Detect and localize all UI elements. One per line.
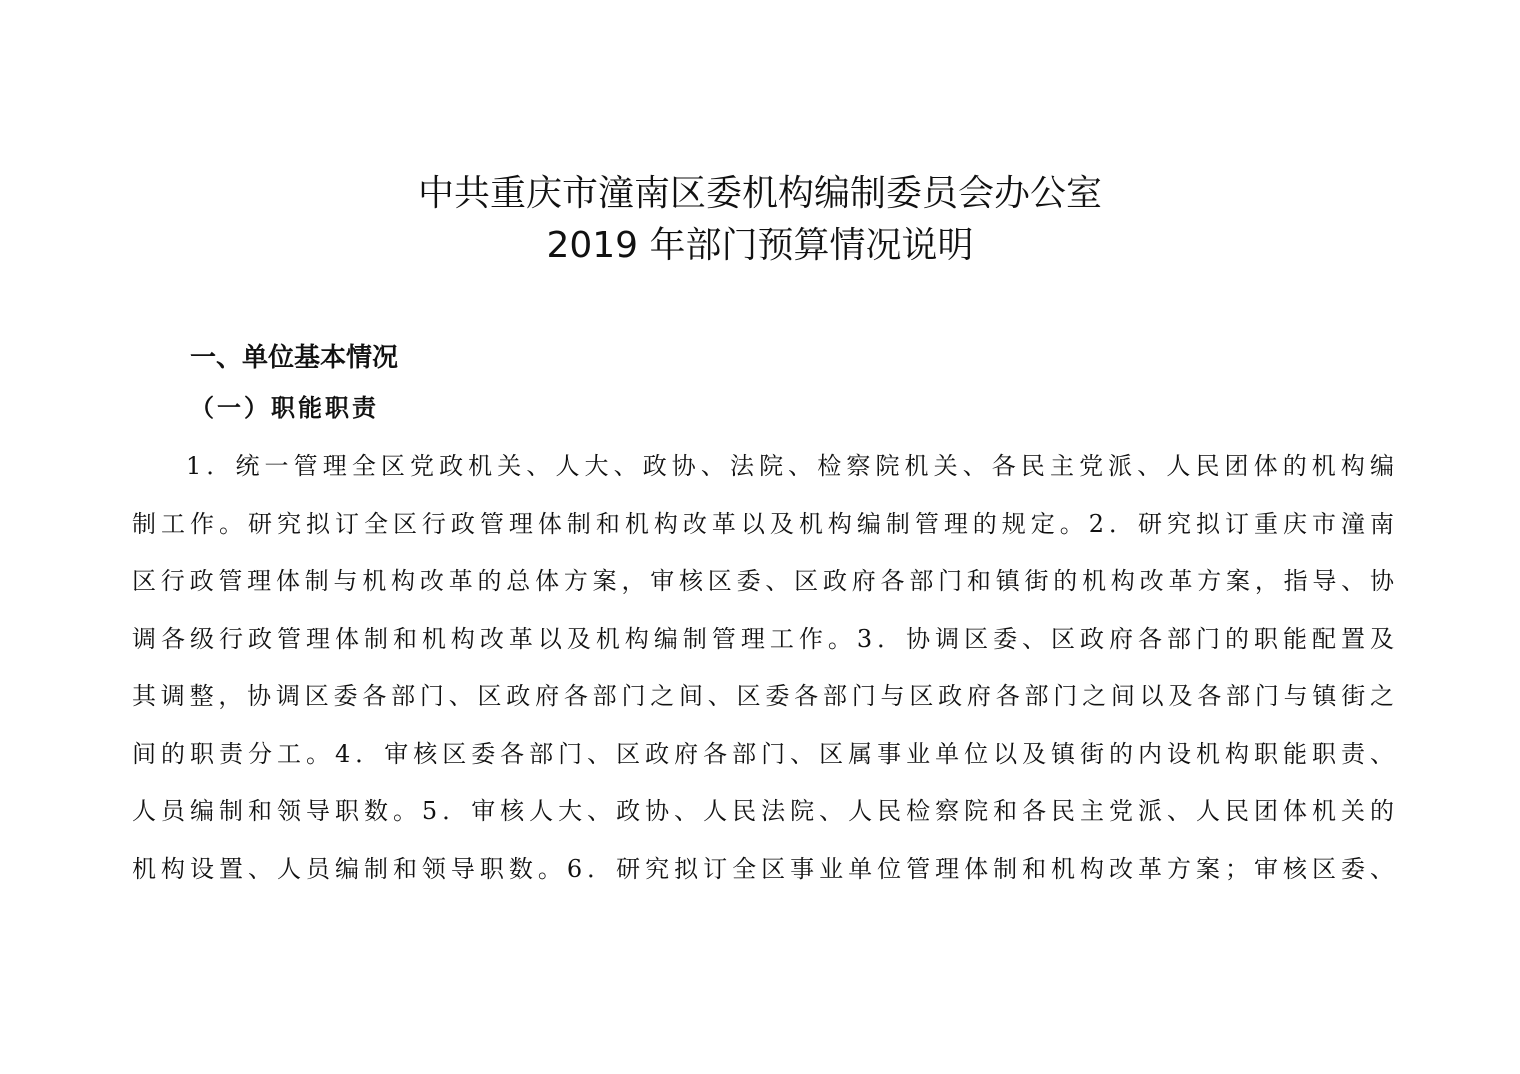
body-line: 机构设置、人员编制和领导职数。6．研究拟订全区事业单位管理体制和机构改革方案；审核区委、 <box>132 854 1394 883</box>
body-line: 间的职责分工。4．审核区委各部门、区政府各部门、区属事业单位以及镇街的内设机构职能职责、 <box>132 739 1394 768</box>
section-heading: 一、单位基本情况 <box>190 343 399 373</box>
subsection-heading: （一）职能职责 <box>190 393 379 422</box>
document-title-line1: 中共重庆市潼南区委机构编制委员会办公室 <box>417 173 1102 214</box>
body-line: 制工作。研究拟订全区行政管理体制和机构改革以及机构编制管理的规定。2．研究拟订重庆市潼南 <box>132 509 1394 538</box>
document-title-line2: 2019 年部门预算情况说明 <box>546 225 974 266</box>
body-line: 其调整，协调区委各部门、区政府各部门之间、区委各部门与区政府各部门之间以及各部门与镇街之 <box>132 682 1394 710</box>
body-paragraph <box>132 438 1394 898</box>
body-line: 人员编制和领导职数。5．审核人大、政协、人民法院、人民检察院和各民主党派、人民团体机关的 <box>132 797 1394 825</box>
body-line: 1．统一管理全区党政机关、人大、政协、法院、检察院机关、各民主党派、人民团体的机构编 <box>186 452 1394 480</box>
body-line: 调各级行政管理体制和机构改革以及机构编制管理工作。3．协调区委、区政府各部门的职能配置及 <box>132 624 1394 653</box>
body-line: 区行政管理体制与机构改革的总体方案，审核区委、区政府各部门和镇街的机构改革方案，指导、协 <box>132 567 1394 595</box>
